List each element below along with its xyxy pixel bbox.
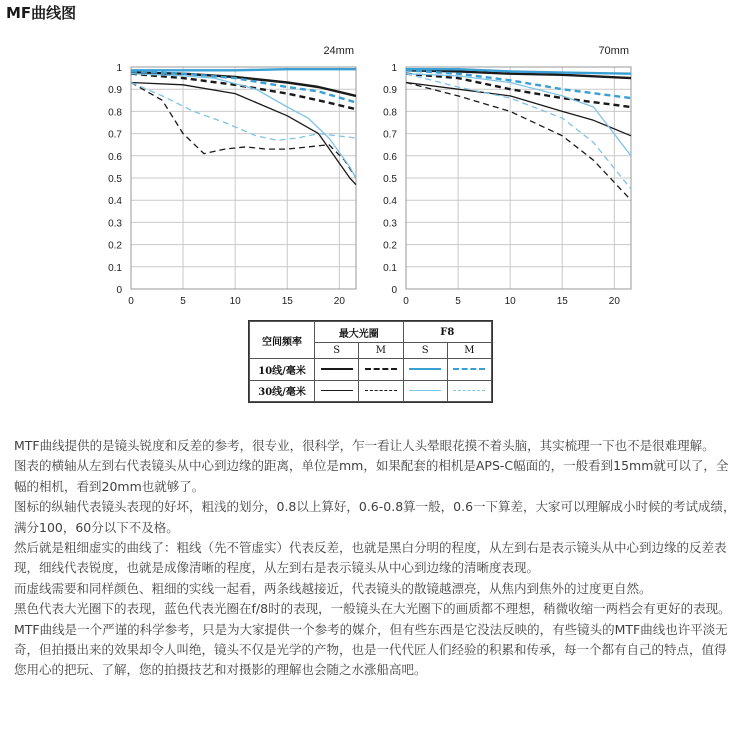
legend-subcol-m: M <box>359 343 403 359</box>
legend-line-blue-thick-dash <box>453 368 485 370</box>
mtf-legend <box>248 320 493 403</box>
legend-line-blue-thin-dash <box>453 390 485 391</box>
y-tick-label: 0.5 <box>383 174 397 185</box>
mtf-chart-70mm <box>383 45 631 307</box>
chart-title: 24mm <box>323 45 354 57</box>
y-tick-label: 0.8 <box>108 107 122 119</box>
legend-line-black-thin-dash <box>365 390 397 391</box>
x-tick-label: 0 <box>128 296 134 307</box>
y-tick-label: 0.9 <box>108 85 122 97</box>
paragraph: 图表的横轴从左到右代表镜头从中心到边缘的距离，单位是mm，如果配套的相机是APS-C幅面的，一般看到15mm就可以了，全幅的相机，看到20mm也就够了。 <box>14 458 729 494</box>
y-tick-label: 1 <box>391 63 397 74</box>
x-tick-label: 20 <box>333 296 345 307</box>
y-tick-label: 1 <box>116 63 122 74</box>
x-tick-label: 15 <box>556 296 568 307</box>
mtf-series-line <box>406 74 631 156</box>
mtf-charts <box>0 0 750 320</box>
legend-subcol-s: S <box>403 343 447 359</box>
chart-title: 70mm <box>598 45 629 57</box>
y-tick-label: 0.2 <box>383 240 397 252</box>
y-tick-label: 0.1 <box>383 262 397 274</box>
y-tick-label: 0.8 <box>383 107 397 119</box>
paragraph: 黑色代表大光圈下的表现，蓝色代表光圈在f/8时的表现，一般镜头在大光圈下的画质都不理想，稍微收缩一两档会有更好的表现。 <box>14 601 731 617</box>
legend-line-blue-thin-solid <box>409 390 441 391</box>
y-tick-label: 0.9 <box>383 85 397 97</box>
paragraph: MTF曲线是一个严谨的科学参考，只是为大家提供一个参考的媒介，但有些东西是它没法反映的，有些镜头的MTF曲线也许平淡无奇，但拍摄出来的效果却令人叫绝，镜头不仅是光学的产物，也是一代代匠人们经验的积累和传承，每一个都有自己的特点，值得您用心的把玩、了解，您的拍摄技艺和对摄影的理解也会随之水涨船高吧。 <box>14 621 728 678</box>
legend-subcol-s: S <box>315 343 359 359</box>
x-tick-label: 0 <box>403 296 409 307</box>
x-tick-label: 5 <box>455 296 461 307</box>
y-tick-label: 0 <box>116 285 122 296</box>
legend-subcol-m: M <box>447 343 491 359</box>
y-tick-label: 0 <box>391 285 397 296</box>
x-tick-label: 10 <box>229 296 241 307</box>
mtf-chart-24mm <box>108 45 356 307</box>
y-tick-label: 0.7 <box>108 129 122 141</box>
mtf-series-line <box>406 74 631 107</box>
page-title: MF曲线图 <box>6 4 77 22</box>
mtf-series-line <box>406 83 631 201</box>
y-tick-label: 0.4 <box>108 196 122 208</box>
y-tick-label: 0.2 <box>108 240 122 252</box>
y-tick-label: 0.3 <box>383 218 397 230</box>
legend-line-blue-thick-solid <box>409 368 441 370</box>
x-tick-label: 15 <box>281 296 293 307</box>
legend-line-black-thick-dash <box>365 368 397 370</box>
y-tick-label: 0.4 <box>383 196 397 208</box>
x-tick-label: 5 <box>180 296 186 307</box>
legend-group-f8: F8 <box>403 322 491 343</box>
legend-group-max-aperture: 最大光圈 <box>315 322 403 343</box>
paragraph: 然后就是粗细虚实的曲线了：粗线（先不管虚实）代表反差，也就是黑白分明的程度，从左到右是表示镜头从中心到边缘的反差表现，细线代表锐度，也就是成像清晰的程度，从左到右是表示镜头从中心到边缘的清晰度表现。 <box>14 540 727 576</box>
legend-line-black-thick-solid <box>321 368 353 370</box>
paragraph: 图标的纵轴代表镜头表现的好坏，粗浅的划分，0.8以上算好，0.6-0.8算一般，0.6一下算差，大家可以理解成小时候的考试成绩，满分100，60分以下不及格。 <box>14 499 736 535</box>
x-tick-label: 10 <box>504 296 516 307</box>
legend-row-10lp: 10线/毫米 <box>250 359 315 380</box>
x-tick-label: 20 <box>608 296 620 307</box>
y-tick-label: 0.5 <box>108 174 122 185</box>
y-tick-label: 0.7 <box>383 129 397 141</box>
paragraph: MTF曲线提供的是镜头锐度和反差的参考，很专业，很科学，乍一看让人头晕眼花摸不着头脑，其实梳理一下也不是很难理解。 <box>14 438 715 453</box>
legend-row-header: 空间频率 <box>250 322 315 359</box>
legend-line-black-thin-solid <box>321 390 353 391</box>
y-tick-label: 0.1 <box>108 262 122 274</box>
y-tick-label: 0.6 <box>108 151 122 163</box>
y-tick-label: 0.6 <box>383 151 397 163</box>
legend-row-30lp: 30线/毫米 <box>250 380 315 401</box>
y-tick-label: 0.3 <box>108 218 122 230</box>
paragraph: 而虚线需要和同样颜色、粗细的实线一起看，两条线越接近，代表镜头的散镜越漂亮，从焦内到焦外的过度更自然。 <box>14 580 652 596</box>
article-body <box>14 436 738 681</box>
mtf-series-line <box>131 69 356 70</box>
